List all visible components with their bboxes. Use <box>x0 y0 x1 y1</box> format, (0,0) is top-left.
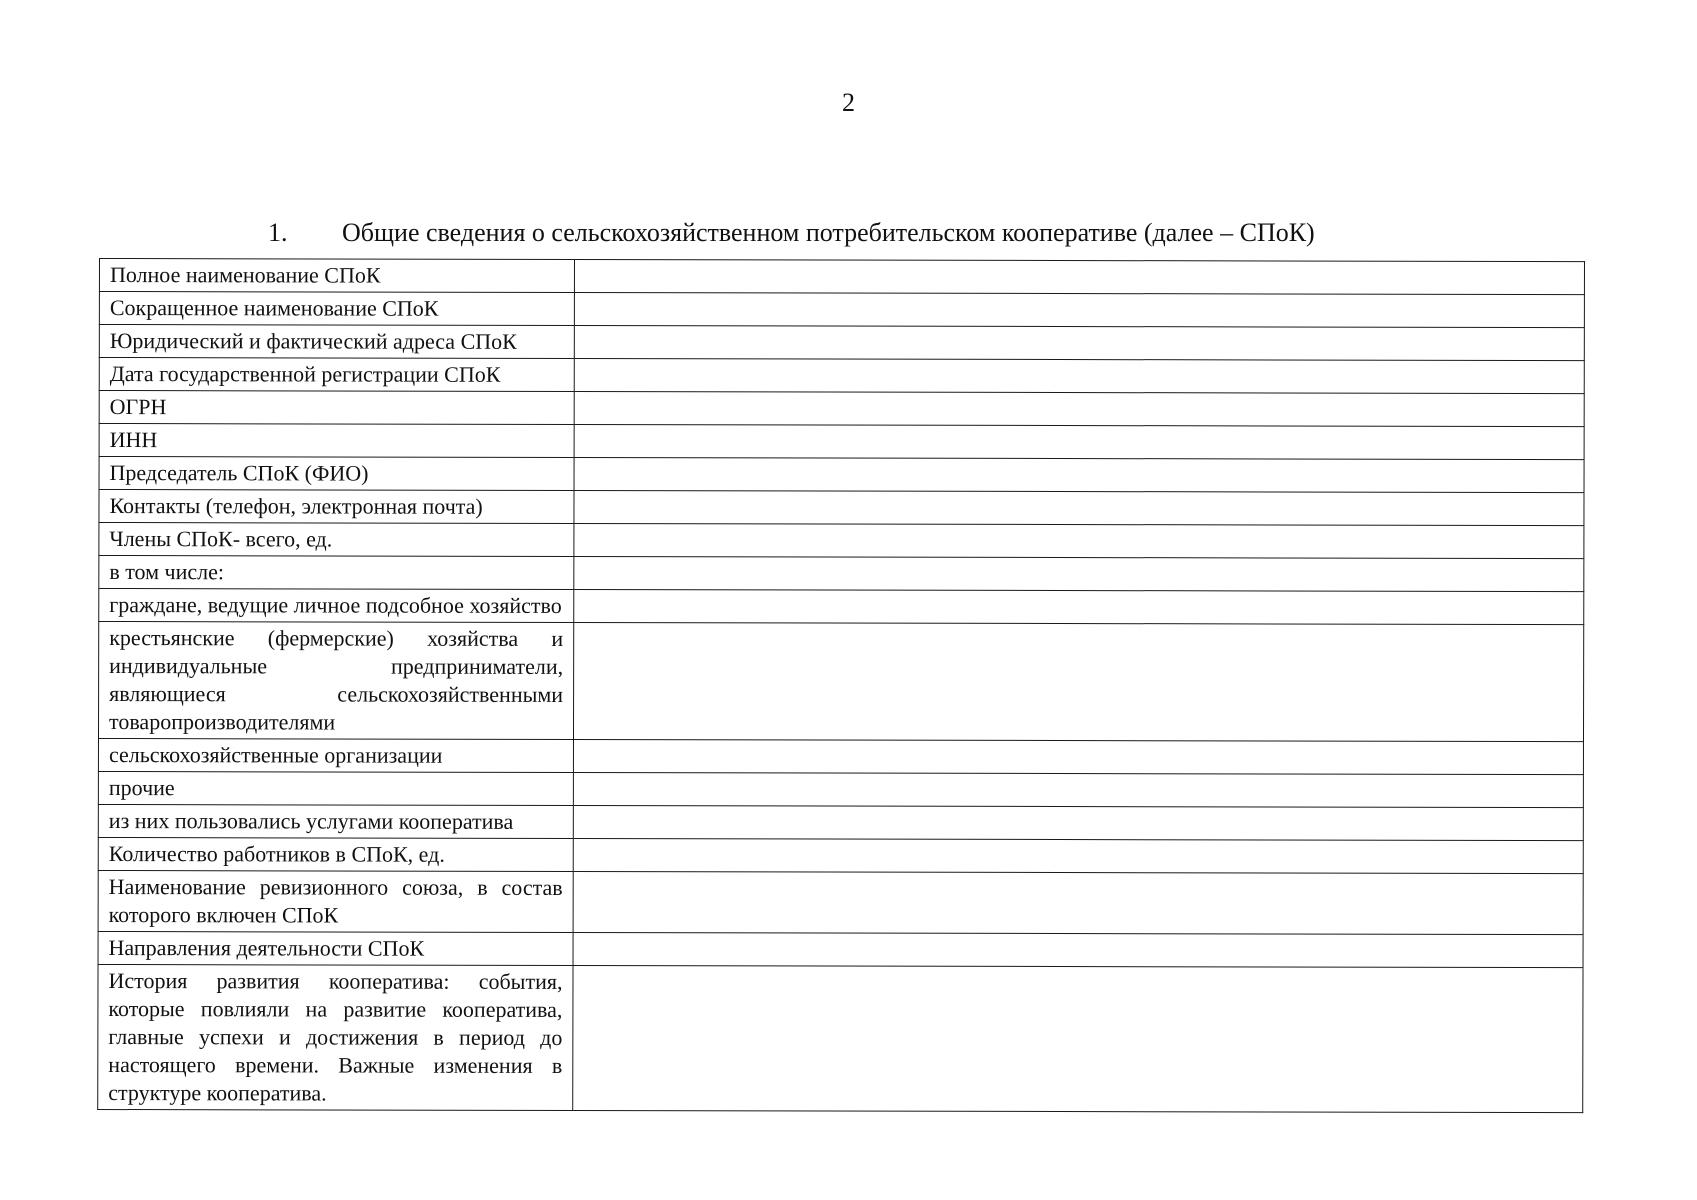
row-label: Направления деятельности СПоК <box>98 931 573 965</box>
row-label: Члены СПоК- всего, ед. <box>99 523 574 557</box>
section-heading <box>268 218 1315 248</box>
table-row-employees <box>98 837 1583 873</box>
row-label: Количество работников в СПоК, ед. <box>98 837 573 871</box>
row-label: Наименование ревизионного союза, в состав которого включен СПоК <box>98 870 573 932</box>
row-value-field[interactable] <box>573 932 1583 967</box>
table-row-used-services <box>98 804 1583 840</box>
row-value-field[interactable] <box>573 871 1583 934</box>
row-value-field[interactable] <box>573 622 1583 741</box>
table-row-members-total <box>99 523 1584 559</box>
section-number: 1. <box>268 218 288 247</box>
row-label: из них пользовались услугами кооператива <box>98 804 573 838</box>
row-value-field[interactable] <box>573 838 1583 873</box>
table-row-contacts <box>99 490 1584 526</box>
row-label: Сокращенное наименование СПоК <box>99 292 574 326</box>
table-row-history <box>98 964 1583 1112</box>
row-label: прочие <box>98 771 573 805</box>
row-label: История развития кооператива: события, которые повлияли на развитие кооператива, главные успехи и достижения в период до настоящего времени. Важные изменения в структуре кооператива. <box>98 964 573 1110</box>
row-value-field[interactable] <box>574 523 1584 558</box>
row-label: Контакты (телефон, электронная почта) <box>99 490 574 524</box>
section-title: Общие сведения о сельскохозяйственном потребительском кооперативе (далее – СПоК) <box>342 218 1315 247</box>
row-label: сельскохозяйственные организации <box>98 739 573 773</box>
table-row-including <box>99 556 1584 592</box>
row-value-field[interactable] <box>574 358 1584 393</box>
row-value-field[interactable] <box>574 424 1584 459</box>
row-value-field[interactable] <box>574 556 1584 591</box>
row-value-field[interactable] <box>573 739 1583 774</box>
row-value-field[interactable] <box>574 589 1584 624</box>
row-value-field[interactable] <box>573 965 1583 1112</box>
table-row-agri-organizations <box>98 739 1583 775</box>
row-value-field[interactable] <box>574 259 1584 294</box>
table-row-addresses <box>99 325 1584 361</box>
row-value-field[interactable] <box>574 391 1584 426</box>
table-row-private-farms <box>99 589 1584 625</box>
table-row-ogrn <box>99 391 1584 427</box>
table-row-registration-date <box>99 358 1584 394</box>
row-label: Полное наименование СПоК <box>99 259 574 293</box>
table-row-peasant-farms <box>98 622 1583 742</box>
row-value-field[interactable] <box>574 457 1584 492</box>
table-row-short-name <box>99 292 1584 328</box>
table-row-activities <box>98 931 1583 967</box>
row-value-field[interactable] <box>574 292 1584 327</box>
table-row-full-name <box>99 259 1584 295</box>
general-info-table <box>97 258 1585 1113</box>
row-label: в том числе: <box>99 556 574 590</box>
table-row-inn <box>99 424 1584 460</box>
table-row-chairman <box>99 457 1584 493</box>
row-value-field[interactable] <box>573 772 1583 807</box>
row-label: крестьянские (фермерские) хозяйства и индивидуальные предприниматели, являющиеся сельскохозяйственными товаропроизводителями <box>98 622 573 740</box>
row-value-field[interactable] <box>574 325 1584 360</box>
table-row-audit-union <box>98 870 1583 934</box>
row-label: Юридический и фактический адреса СПоК <box>99 325 574 359</box>
row-value-field[interactable] <box>574 490 1584 525</box>
table-row-other <box>98 771 1583 807</box>
row-value-field[interactable] <box>573 805 1583 840</box>
row-label: ОГРН <box>99 391 574 425</box>
row-label: Председатель СПоК (ФИО) <box>99 457 574 491</box>
row-label: граждане, ведущие личное подсобное хозяйство <box>99 589 574 623</box>
row-label: Дата государственной регистрации СПоК <box>99 358 574 392</box>
page-number: 2 <box>842 88 855 117</box>
row-label: ИНН <box>99 424 574 458</box>
